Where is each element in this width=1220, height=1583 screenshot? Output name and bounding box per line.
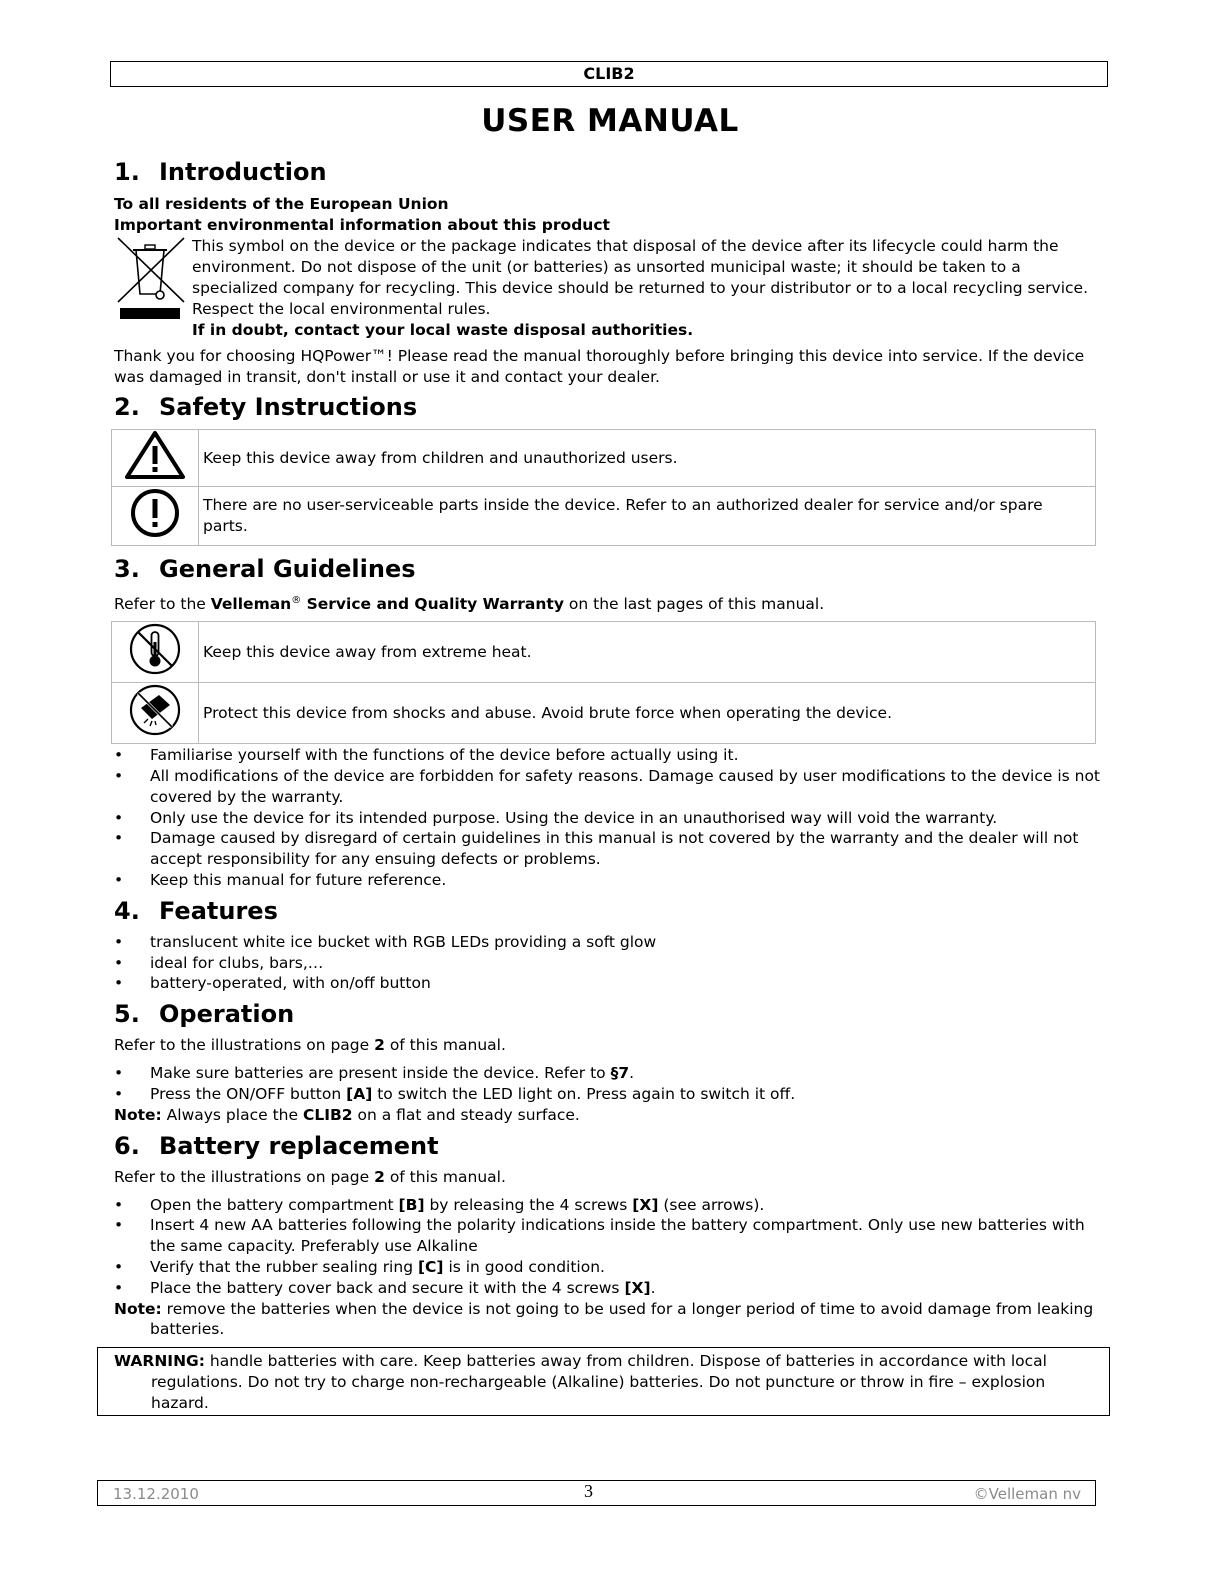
list-item: • Familiarise yourself with the functions of the device before actually using it. bbox=[114, 745, 1108, 766]
list-item: • Verify that the rubber sealing ring [C] is in good condition. bbox=[114, 1257, 1108, 1278]
env-info-line: Important environmental information about this product bbox=[114, 216, 610, 234]
no-shock-icon bbox=[112, 683, 199, 744]
list-item: • battery-operated, with on/off button bbox=[114, 973, 1108, 994]
section-title: Features bbox=[159, 896, 278, 925]
section-number: 3. bbox=[114, 555, 140, 583]
features-list bbox=[114, 932, 1108, 994]
section-number: 2. bbox=[114, 393, 140, 421]
list-item: • ideal for clubs, bars,… bbox=[114, 953, 1108, 974]
list-item: • Damage caused by disregard of certain guidelines in this manual is not covered by the warranty and the dealer will not accept responsibility for any ensuing defects or problems. bbox=[114, 828, 1108, 870]
guidelines-table bbox=[111, 621, 1096, 744]
list-item: • Insert 4 new AA batteries following the polarity indications inside the battery compartment. Only use new batteries with the same capacity. Preferably use Alkaline bbox=[114, 1215, 1108, 1257]
weee-text: This symbol on the device or the package indicates that disposal of the device after its lifecycle could harm the environment. Do not dispose of the unit (or batteries) as unsorted municipal waste; it should be taken to a specialized company for recycling. This device should be returned to your distributor or to a local recycling service. Respect the local environmental rules. bbox=[192, 237, 1089, 318]
content bbox=[114, 154, 1108, 1340]
battery-list bbox=[114, 1195, 1108, 1299]
section-number: 1. bbox=[114, 158, 140, 186]
footer-copyright: ©Velleman nv bbox=[973, 1485, 1081, 1503]
guidelines-list bbox=[114, 745, 1108, 891]
battery-note: Note: remove the batteries when the device is not going to be used for a longer period of time to avoid damage from leaking batteries. bbox=[114, 1299, 1094, 1339]
thanks-paragraph: Thank you for choosing HQPower™! Please read the manual thoroughly before bringing this device into service. If the device was damaged in transit, don't install or use it and contact your dealer. bbox=[114, 347, 1085, 386]
safety-table bbox=[111, 429, 1096, 546]
section-heading-guidelines bbox=[114, 551, 1108, 587]
table-row bbox=[112, 683, 1096, 744]
list-item: • Open the battery compartment [B] by releasing the 4 screws [X] (see arrows). bbox=[114, 1195, 1108, 1216]
safety-text: Keep this device away from children and unauthorized users. bbox=[199, 430, 1096, 487]
guideline-text: Keep this device away from extreme heat. bbox=[199, 622, 1096, 683]
footer bbox=[97, 1480, 1096, 1506]
operation-note: Note: Always place the CLIB2 on a flat and steady surface. bbox=[114, 1105, 580, 1124]
guideline-text: Protect this device from shocks and abuse. Avoid brute force when operating the device. bbox=[199, 683, 1096, 744]
page-number: 3 bbox=[584, 1481, 593, 1501]
section-title: Safety Instructions bbox=[159, 393, 418, 421]
section-heading-battery bbox=[114, 1128, 1108, 1164]
section-number: 5. bbox=[114, 1000, 140, 1029]
warning-box bbox=[97, 1347, 1110, 1416]
list-item: • translucent white ice bucket with RGB LEDs providing a soft glow bbox=[114, 932, 1108, 953]
battery-reference: Refer to the illustrations on page 2 of this manual. bbox=[114, 1167, 506, 1186]
safety-text: There are no user-serviceable parts inside the device. Refer to an authorized dealer for service and/or spare parts. bbox=[199, 487, 1096, 546]
section-number: 4. bbox=[114, 896, 140, 925]
footer-date: 13.12.2010 bbox=[113, 1485, 199, 1503]
operation-list bbox=[114, 1063, 1108, 1105]
list-item: • Make sure batteries are present inside the device. Refer to §7. bbox=[114, 1063, 1108, 1084]
table-row bbox=[112, 622, 1096, 683]
weee-block bbox=[114, 236, 1108, 332]
section-title: General Guidelines bbox=[159, 555, 416, 583]
section-heading-operation bbox=[114, 996, 1108, 1032]
section-heading-safety bbox=[114, 389, 1108, 425]
operation-reference: Refer to the illustrations on page 2 of this manual. bbox=[114, 1036, 506, 1055]
list-item: • Keep this manual for future reference. bbox=[114, 870, 1108, 891]
warranty-reference: Refer to the Velleman® Service and Quality Warranty on the last pages of this manual. bbox=[114, 595, 825, 614]
exclamation-circle-icon bbox=[112, 487, 199, 546]
list-item: • All modifications of the device are forbidden for safety reasons. Damage caused by user modifications to the device is not covered by the warranty. bbox=[114, 766, 1108, 808]
no-heat-icon bbox=[112, 622, 199, 683]
list-item: • Press the ON/OFF button [A] to switch the LED light on. Press again to switch it off. bbox=[114, 1084, 1108, 1105]
header-model: CLIB2 bbox=[110, 61, 1108, 87]
table-row bbox=[112, 487, 1096, 546]
list-item: • Place the battery cover back and secure it with the 4 screws [X]. bbox=[114, 1278, 1108, 1299]
list-item: • Only use the device for its intended purpose. Using the device in an unauthorised way will void the warranty. bbox=[114, 808, 1108, 829]
doubt-line: If in doubt, contact your local waste disposal authorities. bbox=[192, 321, 694, 339]
section-title: Battery replacement bbox=[159, 1131, 439, 1160]
section-number: 6. bbox=[114, 1131, 140, 1160]
crossed-bin-icon bbox=[114, 236, 192, 332]
section-heading-introduction bbox=[114, 154, 1108, 190]
residents-line: To all residents of the European Union bbox=[114, 195, 449, 213]
table-row bbox=[112, 430, 1096, 487]
section-title: Introduction bbox=[159, 158, 327, 186]
section-heading-features bbox=[114, 893, 1108, 929]
warning-text: WARNING: handle batteries with care. Keep batteries away from children. Dispose of batteries in accordance with local regulations. Do not try to charge non-rechargeable (Alkaline) batteries. Do not puncture or throw in fire – explosion hazard. bbox=[114, 1352, 1047, 1412]
warning-triangle-icon bbox=[112, 430, 199, 487]
section-title: Operation bbox=[159, 1000, 295, 1029]
page-title: USER MANUAL bbox=[481, 103, 739, 139]
